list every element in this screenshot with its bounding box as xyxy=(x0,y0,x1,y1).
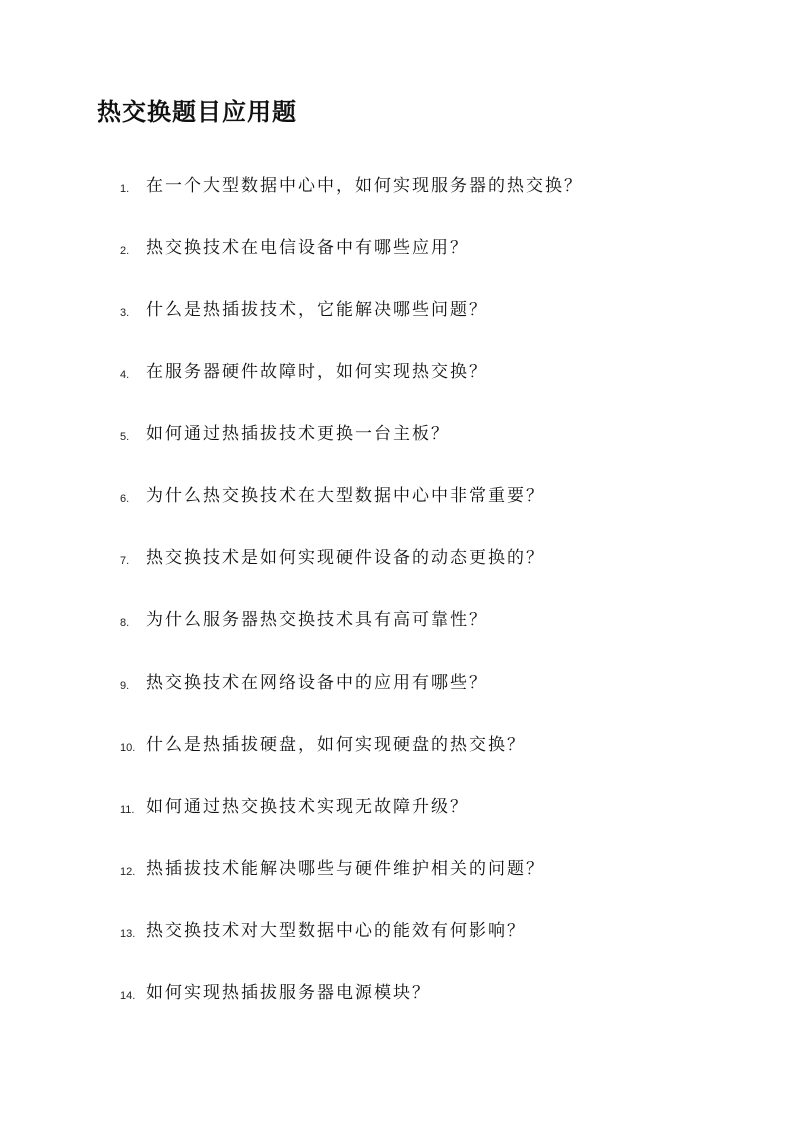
list-item xyxy=(120,420,740,448)
item-text: 热交换技术在网络设备中的应用有哪些？ xyxy=(146,673,488,693)
item-text: 什么是热插拔技术，它能解决哪些问题？ xyxy=(146,300,488,320)
item-text: 如何实现热插拔服务器电源模块？ xyxy=(146,983,431,1003)
item-number: 4. xyxy=(120,369,130,381)
item-text: 热交换技术在电信设备中有哪些应用？ xyxy=(146,238,469,258)
item-text: 热交换技术对大型数据中心的能效有何影响？ xyxy=(146,921,526,941)
list-item xyxy=(120,234,740,262)
item-text: 在服务器硬件故障时，如何实现热交换？ xyxy=(146,362,488,382)
page-title: 热交换题目应用题 xyxy=(97,97,297,126)
item-text: 为什么热交换技术在大型数据中心中非常重要？ xyxy=(146,486,545,506)
item-number: 14. xyxy=(120,990,136,1002)
list-item xyxy=(120,544,740,572)
item-number: 6. xyxy=(120,493,130,505)
item-text: 如何通过热插拔技术更换一台主板？ xyxy=(146,424,450,444)
item-number: 2. xyxy=(120,245,130,257)
item-number: 12. xyxy=(120,866,136,878)
item-number: 8. xyxy=(120,617,130,629)
item-number: 1. xyxy=(120,183,130,195)
item-text: 如何通过热交换技术实现无故障升级？ xyxy=(146,797,469,817)
list-item xyxy=(120,358,740,386)
list-item xyxy=(120,731,740,759)
item-text: 热插拔技术能解决哪些与硬件维护相关的问题？ xyxy=(146,859,545,879)
item-number: 5. xyxy=(120,431,130,443)
item-number: 7. xyxy=(120,555,130,567)
list-item xyxy=(120,482,740,510)
list-item xyxy=(120,296,740,324)
item-number: 13. xyxy=(120,928,136,940)
list-item xyxy=(120,979,740,1007)
list-item xyxy=(120,606,740,634)
item-text: 为什么服务器热交换技术具有高可靠性？ xyxy=(146,610,488,630)
item-number: 11. xyxy=(120,804,135,816)
list-item xyxy=(120,917,740,945)
item-text: 热交换技术是如何实现硬件设备的动态更换的？ xyxy=(146,548,545,568)
item-number: 9. xyxy=(120,680,130,692)
item-number: 10. xyxy=(120,742,136,754)
list-item xyxy=(120,669,740,697)
list-item xyxy=(120,793,740,821)
list-item xyxy=(120,172,740,200)
item-number: 3. xyxy=(120,307,130,319)
list-item xyxy=(120,855,740,883)
item-text: 什么是热插拔硬盘，如何实现硬盘的热交换？ xyxy=(146,735,526,755)
item-text: 在一个大型数据中心中，如何实现服务器的热交换？ xyxy=(146,176,583,196)
